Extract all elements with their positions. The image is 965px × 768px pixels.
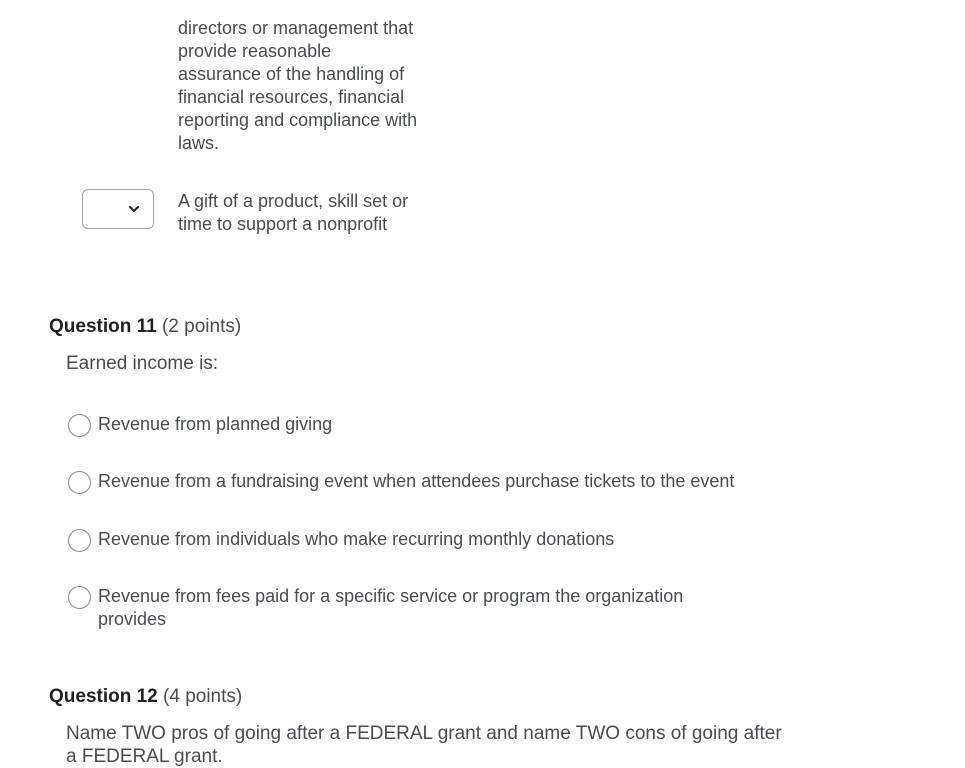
answer-option[interactable] [68, 528, 788, 552]
answer-option-label: Revenue from individuals who make recurring monthly donations [98, 529, 615, 549]
matching-definition-text: directors or management that provide reasonable assurance of the handling of financial resources, financial reporting and compliance with laws. [178, 18, 418, 153]
answer-option[interactable] [68, 585, 788, 631]
question-11-prompt: Earned income is: [66, 353, 219, 374]
radio-button[interactable] [68, 586, 91, 609]
answer-option[interactable] [68, 470, 788, 494]
radio-button[interactable] [68, 529, 91, 552]
answer-option-label: Revenue from planned giving [98, 414, 333, 434]
radio-button[interactable] [68, 471, 91, 494]
chevron-down-icon [129, 206, 139, 213]
radio-button[interactable] [68, 414, 91, 437]
question-points: (2 points) [161, 316, 242, 337]
question-points: (4 points) [163, 686, 243, 707]
answer-option-label: Revenue from fees paid for a specific service or program the organization provides [98, 586, 684, 629]
answer-option[interactable] [68, 413, 788, 437]
answer-option-label: Revenue from a fundraising event when attendees purchase tickets to the event [98, 471, 735, 491]
question-11-title [49, 315, 241, 339]
question-12-title [49, 685, 242, 709]
matching-definition-text: A gift of a product, skill set or time to support a nonprofit [178, 191, 409, 234]
matching-answer-select[interactable] [82, 189, 154, 229]
question-number: Question 12 [49, 686, 158, 707]
question-number: Question 11 [49, 316, 157, 337]
question-12-prompt: Name TWO pros of going after a FEDERAL grant and name TWO cons of going after a FEDERAL grant. [66, 723, 782, 767]
